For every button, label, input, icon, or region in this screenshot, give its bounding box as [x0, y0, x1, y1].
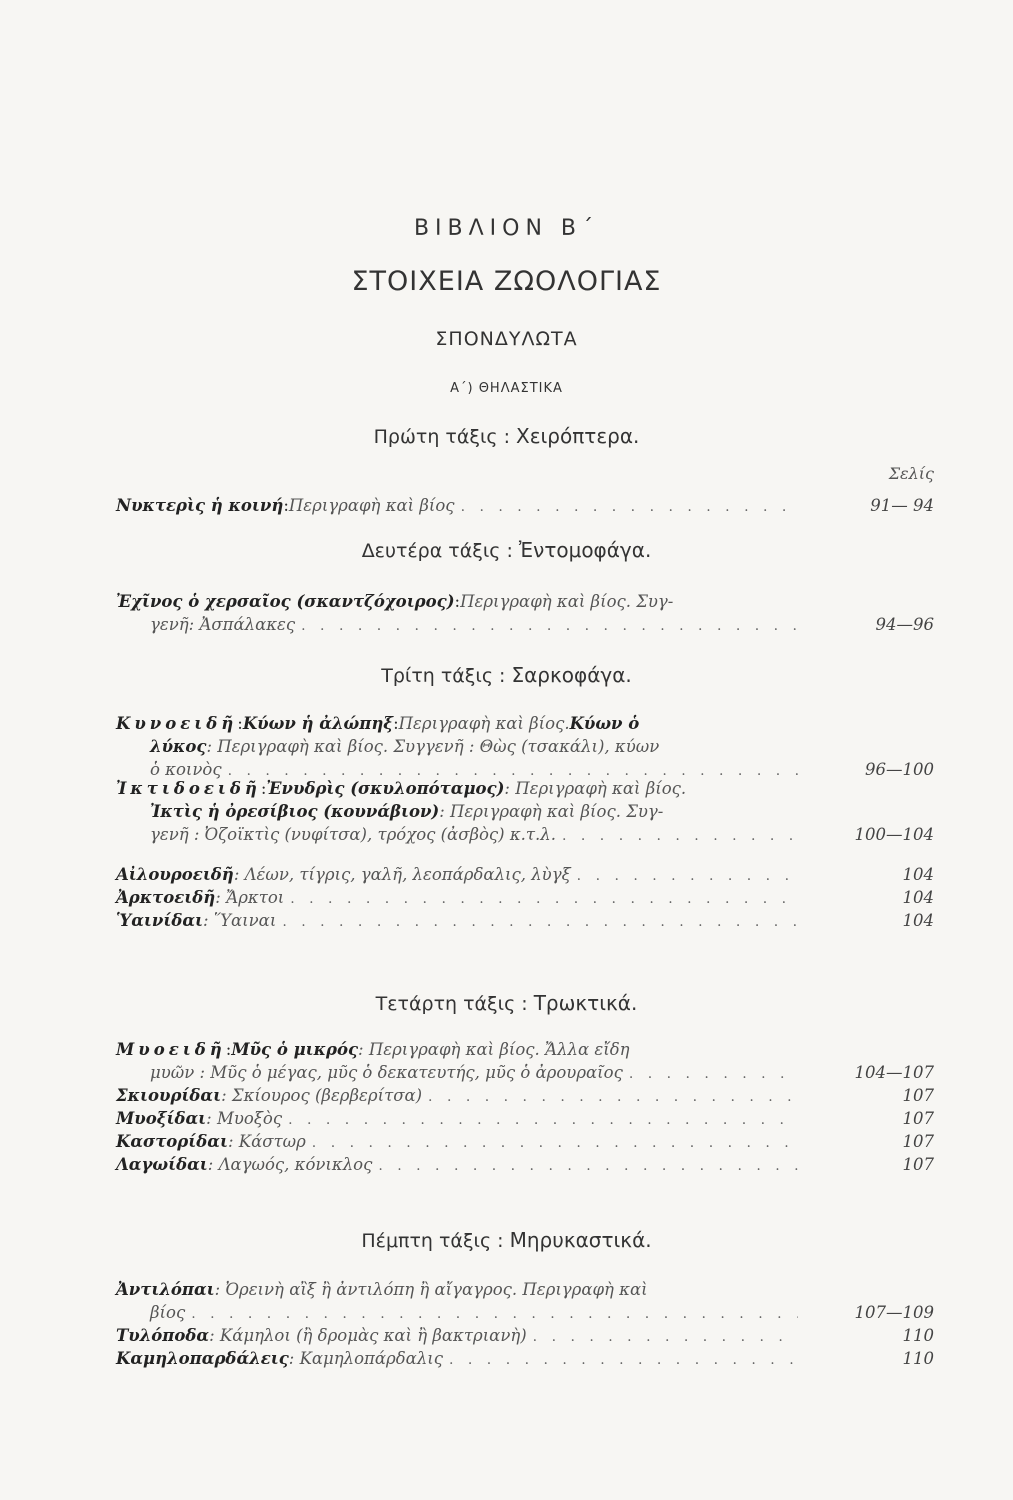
entry-desc: ὁ κοινὸς: [150, 760, 222, 779]
entry-term: Ὑαινίδαι: [116, 911, 204, 930]
entry-pages: 104—107: [854, 1063, 934, 1082]
book-label: ΒΙΒΛΙΟΝ Β΄: [413, 216, 600, 241]
entry-pages: 107: [902, 1086, 934, 1105]
entry-desc: : Περιγραφὴ καὶ βίος.: [504, 779, 687, 798]
leader-dots: [301, 615, 798, 638]
subtitle: ΣΠΟΝΔΥΛΩΤΑ: [435, 328, 578, 350]
toc-entry-antilopai: [116, 1278, 934, 1370]
entry-desc: : Κάστωρ: [227, 1132, 306, 1151]
order-heading-5: [0, 1228, 1013, 1252]
entry-term: Καμηλοπαρδάλεις: [116, 1349, 289, 1368]
entry-pages: 110: [902, 1326, 934, 1345]
entry-term: Καστορίδαι: [116, 1132, 228, 1151]
entry-desc: : Περιγραφὴ καὶ βίος. Συγ-: [439, 802, 664, 821]
entry-desc: : Μυοξὸς: [206, 1109, 283, 1128]
leader-dots: [191, 1303, 798, 1326]
entry-pages: 91— 94: [870, 496, 934, 515]
entry-term: Αἰλουροειδῆ: [116, 865, 234, 884]
entry-desc: : Περιγραφὴ καὶ βίος. Ἄλλα εἴδη: [358, 1040, 630, 1059]
entry-desc: Περιγραφὴ καὶ βίος. Συγ-: [460, 592, 674, 611]
entry-sep: :: [225, 1040, 232, 1059]
entry-pages: 104: [902, 865, 934, 884]
entry-pages: 107: [902, 1132, 934, 1151]
entry-term: Μῦς ὁ μικρός: [231, 1040, 359, 1059]
entry-desc: : Λαγωός, κόνικλος: [207, 1155, 373, 1174]
entry-desc: : Ἄρκτοι: [215, 888, 285, 907]
entry-desc: Περιγραφὴ καὶ βίος.: [398, 714, 570, 733]
toc-entry-echinos: [116, 590, 934, 636]
toc-entry-myoeidi: [116, 1038, 934, 1176]
entry-sep: :: [454, 592, 461, 611]
toc-entry-nykteris: [116, 494, 934, 517]
leader-dots: [461, 496, 798, 519]
entry-desc: Περιγραφὴ καὶ βίος: [288, 496, 455, 515]
order-name: Σαρκοφάγα.: [511, 663, 632, 687]
leader-dots: [629, 1063, 798, 1086]
order-heading-3: [0, 663, 1013, 687]
entry-term: Κυνοειδῆ: [116, 714, 238, 733]
order-heading-4: [0, 991, 1013, 1015]
entry-pages: 107—109: [854, 1303, 934, 1322]
order-heading-1: [0, 424, 1013, 448]
entry-pages: 100—104: [854, 825, 934, 844]
toc-entry-ailouroeidi: [116, 863, 934, 932]
entry-sep: :: [260, 779, 267, 798]
entry-pages: 94—96: [875, 615, 934, 634]
entry-desc: βίος: [150, 1303, 186, 1322]
entry-desc: : Καμηλοπάρδαλις: [288, 1349, 443, 1368]
leader-dots: [449, 1349, 798, 1372]
entry-pages: 104: [902, 911, 934, 930]
leader-dots: [577, 865, 798, 888]
entry-desc: μυῶν : Μῦς ὁ μέγας, μῦς ὁ δεκατευτής, μῦς ὁ ἀρουραῖος: [150, 1063, 623, 1082]
entry-pages: 110: [902, 1349, 934, 1368]
order-prefix: Δευτέρα τάξις :: [361, 540, 513, 562]
entry-desc: : Ὀρεινὴ αἲξ ἢ ἀντιλόπη ἢ αἴγαγρος. Περιγραφὴ καὶ: [214, 1280, 648, 1299]
entry-desc: : Ὕαιναι: [203, 911, 277, 930]
entry-desc: : Λέων, τίγρις, γαλῆ, λεοπάρδαλις, λὺγξ: [233, 865, 571, 884]
entry-pages: 107: [902, 1109, 934, 1128]
entry-desc: : Σκίουρος (βερβερίτσα): [221, 1086, 423, 1105]
entry-term: Κύων ἡ ἀλώπηξ: [242, 714, 394, 733]
entry-term: Σκιουρίδαι: [116, 1086, 222, 1105]
entry-term: Κύων ὁ: [569, 714, 640, 733]
entry-desc: : Ἀσπάλακες: [188, 615, 296, 634]
order-name: Ἐντομοφάγα.: [518, 538, 652, 562]
toc-entry-kynoeidi: [116, 712, 934, 781]
order-name: Χειρόπτερα.: [516, 424, 640, 448]
leader-dots: [428, 1086, 798, 1109]
entry-pages: 96—100: [865, 760, 934, 779]
entry-term: λύκος: [150, 737, 207, 756]
entry-term: Ἀρκτοειδῆ: [116, 888, 216, 907]
order-name: Τρωκτικά.: [533, 991, 638, 1015]
order-prefix: Πέμπτη τάξις :: [361, 1230, 504, 1252]
order-prefix: Τετάρτη τάξις :: [375, 993, 528, 1015]
entry-term: Λαγωίδαι: [116, 1155, 208, 1174]
entry-term: Μυοξίδαι: [116, 1109, 207, 1128]
entry-term: Νυκτερὶς ἡ κοινή: [116, 496, 284, 515]
page-title: ΣΤΟΙΧΕΙΑ ΖΩΟΛΟΓΙΑΣ: [351, 266, 662, 297]
entry-term: Ἐνυδρὶς (σκυλοπόταμος): [266, 779, 505, 798]
entry-desc: : Περιγραφὴ καὶ βίος. Συγγενῆ : Θὼς (τσακάλι), κύων: [206, 737, 660, 756]
entry-sep: :: [283, 496, 289, 515]
entry-term: Τυλόποδα: [116, 1326, 210, 1345]
entry-desc: γενῆ: [150, 615, 189, 634]
order-name: Μηρυκαστικά.: [509, 1228, 652, 1252]
entry-term: Ἰκτὶς ἡ ὀρεσίβιος (κουνάβιον): [150, 802, 440, 821]
section-heading: Α΄) ΘΗΛΑΣΤΙΚΑ: [450, 381, 563, 396]
entry-term: Μυοειδῆ: [116, 1040, 226, 1059]
entry-pages: 107: [902, 1155, 934, 1174]
leader-dots: [562, 825, 798, 848]
page-column-header: Σελίς: [888, 464, 934, 483]
leader-dots: [533, 1326, 798, 1349]
entry-desc: γενῆ : Ὀζοϊκτὶς (νυφίτσα), τρόχος (ἀσβὸς) κ.τ.λ.: [150, 825, 556, 844]
leader-dots: [288, 1109, 798, 1132]
leader-dots: [378, 1155, 798, 1178]
entry-term: Ἰκτιδοειδῆ: [116, 779, 261, 798]
leader-dots: [282, 911, 798, 934]
order-prefix: Πρώτη τάξις :: [373, 426, 510, 448]
entry-desc: : Κάμηλοι (ἢ δρομὰς καὶ ἢ βακτριανὴ): [209, 1326, 527, 1345]
order-heading-2: [0, 538, 1013, 562]
leader-dots: [290, 888, 798, 911]
entry-sep: :: [393, 714, 399, 733]
entry-term: Ἐχῖνος ὁ χερσαῖος (σκαντζόχοιρος): [116, 592, 455, 611]
toc-entry-iktidoeidi: [116, 777, 934, 846]
leader-dots: [312, 1132, 798, 1155]
entry-sep: :: [237, 714, 243, 733]
order-prefix: Τρίτη τάξις :: [381, 665, 506, 687]
entry-pages: 104: [902, 888, 934, 907]
entry-term: Ἀντιλόπαι: [116, 1280, 215, 1299]
